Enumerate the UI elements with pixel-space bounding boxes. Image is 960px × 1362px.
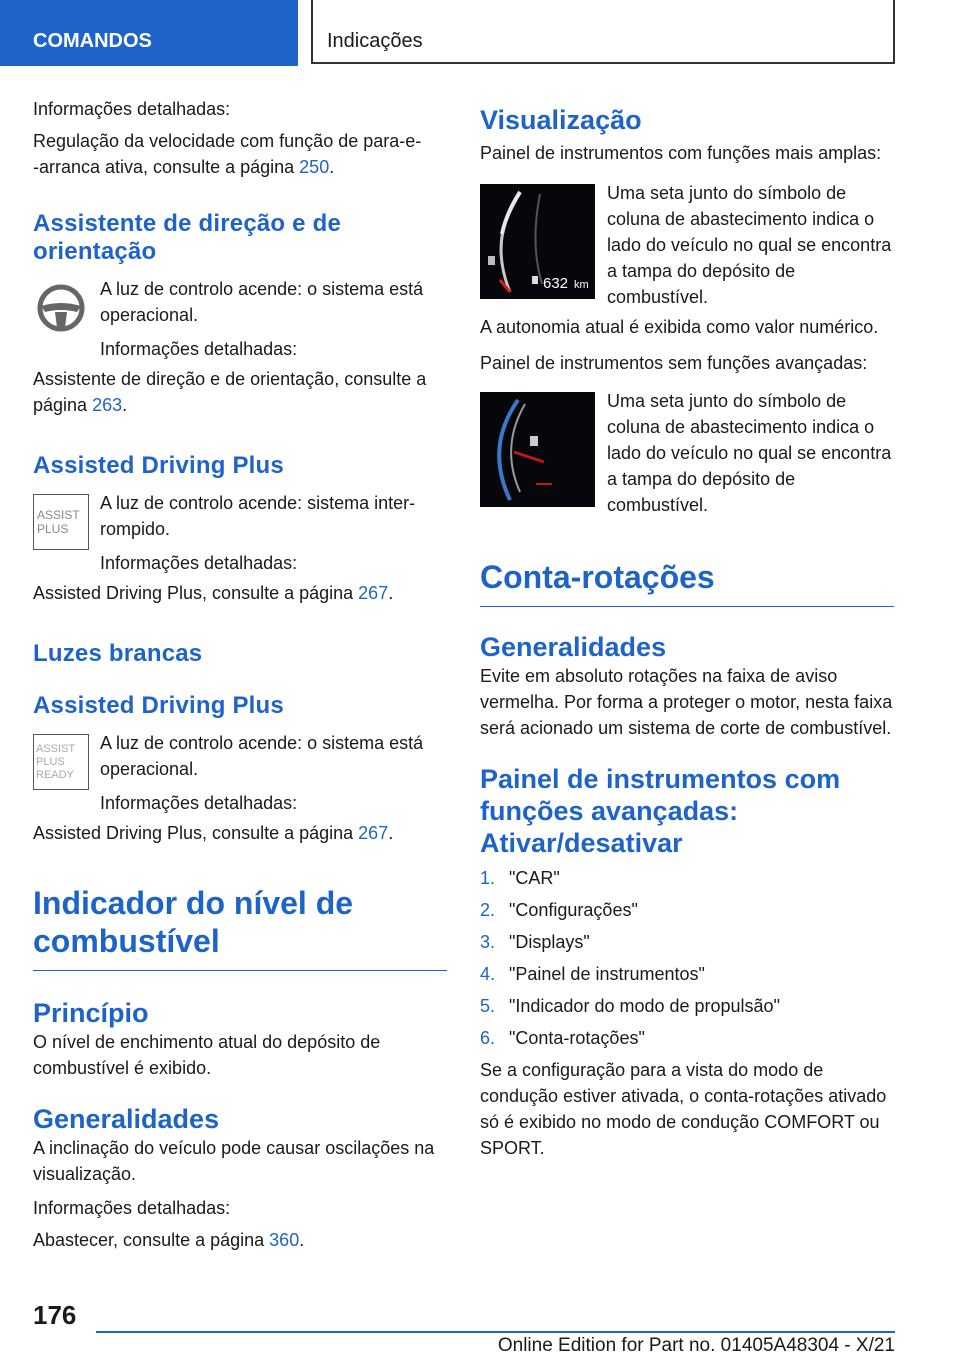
- footer-rule: [96, 1331, 895, 1333]
- s1-title: Assistente de direção e de orientação: [33, 210, 341, 265]
- step-number: 1.: [480, 868, 496, 888]
- s4-ref: Assisted Driving Plus, consulte a página 267.: [33, 823, 394, 843]
- step-item: [480, 897, 894, 923]
- tacho-general-text: Evite em absoluto rotações na faixa de aviso vermelha. Por forma a proteger o motor, nesta faixa será acionado um sistema de corte de combustível.: [480, 666, 893, 738]
- cluster-range-value: 632: [543, 275, 569, 292]
- panel-toggle-title: Painel de instrumentos com funções avançadas: Ativar/desativar: [480, 764, 841, 858]
- step-number: 4.: [480, 964, 496, 984]
- s2-ref: Assisted Driving Plus, consulte a página 267.: [33, 583, 394, 603]
- tacho-general-title: Generalidades: [480, 632, 667, 662]
- s4-title: Assisted Driving Plus: [33, 692, 284, 719]
- cluster-basic-image: [480, 392, 595, 507]
- cluster-advanced-row: [480, 180, 894, 310]
- s1-ref-link[interactable]: 263: [92, 395, 123, 415]
- step-item: [480, 865, 894, 891]
- s4-text: A luz de controlo acende: o sistema está operacional.: [100, 733, 424, 779]
- s1-text: A luz de controlo acende: o sistema está operacional.: [100, 279, 424, 325]
- s4-more: Informações detalhadas:: [100, 793, 298, 813]
- assist-plus-icon-label: ASSIST PLUS: [37, 508, 80, 536]
- display-text-1: Painel de instrumentos com funções mais amplas:: [480, 143, 882, 163]
- step-text: "Displays": [509, 932, 590, 952]
- assist-plus-ready-icon: [33, 734, 89, 790]
- step-number: 5.: [480, 996, 496, 1016]
- intro-ref-text-b: -arranca ativa, consulte a página: [33, 157, 300, 177]
- intro-ref-link[interactable]: 250: [299, 157, 330, 177]
- principle-title: Princípio: [33, 998, 149, 1028]
- s2-ref-text: Assisted Driving Plus, consulte a página: [33, 583, 359, 603]
- step-number: 3.: [480, 932, 496, 952]
- final-text: Se a configuração para a vista do modo de condução estiver ativada, o conta-rotações ativado só é exibido no modo de condução COMFORT ou SPORT.: [480, 1060, 887, 1158]
- general-more: Informações detalhadas:: [33, 1198, 231, 1218]
- step-text: "Conta-rotações": [509, 1028, 645, 1048]
- step-item: [480, 929, 894, 955]
- general-ref: Abastecer, consulte a página 360.: [33, 1230, 305, 1250]
- step-number: 6.: [480, 1028, 496, 1048]
- display-text-2: A autonomia atual é exibida como valor numérico.: [480, 317, 879, 337]
- footer-edition: Online Edition for Part no. 01405A48304 - X/21: [497, 1335, 895, 1356]
- s2-more: Informações detalhadas:: [100, 553, 298, 573]
- step-text: "Indicador do modo de propulsão": [509, 996, 780, 1016]
- cluster-basic-row: [480, 388, 894, 518]
- steering-wheel-icon: [33, 280, 89, 336]
- general-title: Generalidades: [33, 1104, 220, 1134]
- s1-ref: Assistente de direção e de orientação, consulte a página 263.: [33, 369, 427, 415]
- s4-ref-link[interactable]: 267: [358, 823, 389, 843]
- fuel-pump-icon-basic: [530, 436, 538, 446]
- s1-ref-text: Assistente de direção e de orientação, consulte a página: [33, 369, 427, 415]
- assist-plus-icon: [33, 494, 89, 550]
- steps-list: [480, 865, 894, 1051]
- step-number: 2.: [480, 900, 496, 920]
- cluster-range-unit: km: [574, 279, 589, 291]
- cluster-basic-caption: Uma seta junto do símbolo de coluna de abastecimento indica o lado do veículo no qual se encontra a tampa do depósito de combustível.: [607, 391, 892, 515]
- step-item: [480, 961, 894, 987]
- s4-row: [33, 730, 447, 816]
- step-item: [480, 993, 894, 1019]
- page-number: 176: [33, 1300, 77, 1330]
- step-text: "Configurações": [509, 900, 638, 920]
- s2-title: Assisted Driving Plus: [33, 452, 284, 479]
- header-section: COMANDOS: [0, 0, 298, 66]
- s1-more: Informações detalhadas:: [100, 339, 298, 359]
- general-text: A inclinação do veículo pode causar oscilações na visualização.: [33, 1138, 435, 1184]
- s2-text: A luz de controlo acende: sistema inter- rompido.: [100, 493, 416, 539]
- general-ref-link[interactable]: 360: [269, 1230, 300, 1250]
- display-title: Visualização: [480, 105, 642, 135]
- principle-text: O nível de enchimento atual do depósito de combustível é exibido.: [33, 1032, 381, 1078]
- general-ref-text: Abastecer, consulte a página: [33, 1230, 270, 1250]
- intro-ref: Regulação da velocidade com função de para-e- -arranca ativa, consulte a página 250.: [33, 131, 422, 177]
- s4-ref-text: Assisted Driving Plus, consulte a página: [33, 823, 359, 843]
- intro-ref-text-a: Regulação da velocidade com função de para-e-: [33, 131, 422, 151]
- display-text-3: Painel de instrumentos sem funções avançadas:: [480, 353, 868, 373]
- step-item: [480, 1025, 894, 1051]
- cluster-advanced-caption: Uma seta junto do símbolo de coluna de abastecimento indica o lado do veículo no qual se encontra a tampa do depósito de combustível.: [607, 183, 892, 307]
- assist-plus-ready-icon-label: ASSIST PLUS READY: [36, 742, 75, 781]
- s2-row: [33, 490, 447, 576]
- s1-row: [33, 276, 447, 362]
- fuel-pump-icon: [488, 256, 495, 265]
- s3-title: Luzes brancas: [33, 640, 203, 667]
- cluster-advanced-image: [480, 184, 595, 299]
- s2-ref-link[interactable]: 267: [358, 583, 389, 603]
- step-text: "CAR": [509, 868, 560, 888]
- intro-more: Informações detalhadas:: [33, 99, 231, 119]
- step-text: "Painel de instrumentos": [509, 964, 705, 984]
- right-column: [480, 104, 894, 1161]
- left-column: [33, 96, 447, 1253]
- fuel-gauge-title: Indicador do nível de combustível: [33, 884, 447, 971]
- header-chapter: Indicações: [311, 0, 895, 64]
- tachometer-title: Conta-rotações: [480, 558, 894, 607]
